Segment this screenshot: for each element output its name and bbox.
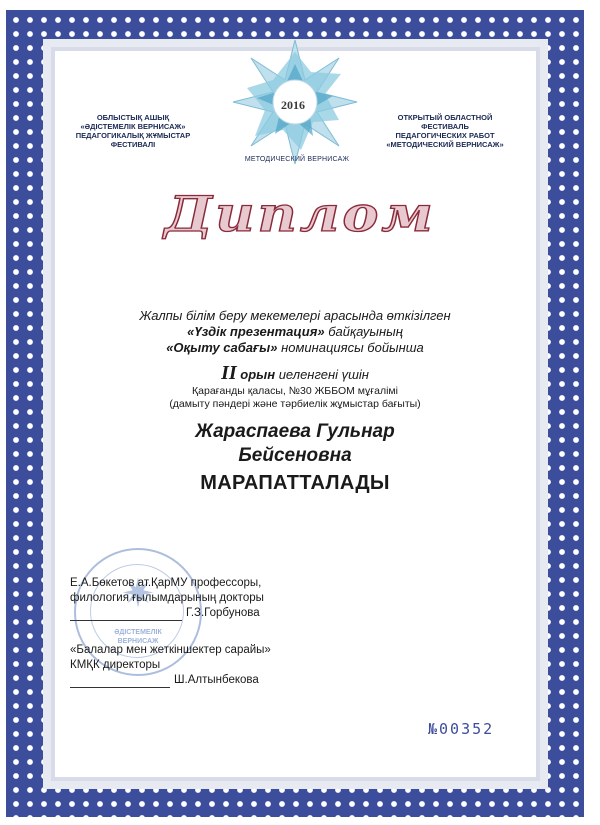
signature-block-1	[70, 576, 410, 621]
contest-name-line	[60, 324, 530, 340]
header-left-line: ПЕДАГОГИКАЛЫҚ ЖҰМЫСТАР	[75, 131, 191, 140]
header-left-line: ФЕСТИВАЛІ	[110, 140, 156, 149]
place-word: орын	[236, 367, 276, 382]
header-right-line: «МЕТОДИЧЕСКИЙ ВЕРНИСАЖ»	[386, 140, 504, 149]
header-right-line: ПЕДАГОГИЧЕСКИХ РАБОТ	[395, 131, 495, 140]
contest-name: «Үздік презентация»	[187, 324, 325, 339]
serial-number: №00352	[428, 720, 495, 738]
signer-1-name: Г.З.Горбунова	[186, 607, 260, 619]
header-right-russian	[380, 113, 510, 149]
recipient-surname-name: Жараспаева Гульнар	[195, 421, 395, 442]
place-suffix: иеленгені үшін	[275, 367, 369, 382]
organization-direction-line: (дамыту пәндері және тәрбиелік жұмыстар бағыты)	[169, 398, 421, 410]
signer-2-organization: «Балалар мен жеткіншектер сарайы»	[70, 644, 271, 656]
contest-name-suffix: байқауының	[324, 324, 403, 339]
nomination-suffix: номинациясы бойынша	[277, 340, 424, 355]
header-right-line: ОТКРЫТЫЙ ОБЛАСТНОЙ	[397, 113, 493, 122]
signer-2-position: КМҚК директоры	[70, 659, 161, 671]
contest-intro-line: Жалпы білім беру мекемелері арасында өткізілген	[139, 308, 451, 323]
header-left-line: ОБЛЫСТЫҚ АШЫҚ	[96, 113, 170, 122]
seal-star-icon: ✷	[121, 572, 155, 616]
signature-line	[70, 677, 170, 688]
signature-line	[70, 610, 182, 621]
logo-caption: МЕТОДИЧЕСКИЙ ВЕРНИСАЖ	[244, 156, 350, 163]
signer-1-title: Е.А.Бөкетов ат.ҚарМУ профессоры,	[70, 577, 262, 589]
signer-2-name: Ш.Алтынбекова	[174, 674, 259, 686]
place-number: II	[221, 362, 237, 384]
signer-1-row	[70, 606, 410, 621]
award-word: МАРАПАТТАЛАДЫ	[200, 472, 390, 494]
nomination-line	[60, 340, 530, 356]
diploma-body	[60, 308, 530, 497]
signer-2-row	[70, 673, 410, 688]
header-left-kazakh	[58, 113, 208, 149]
recipient-patronymic: Бейсеновна	[238, 445, 352, 466]
header-right-line: ФЕСТИВАЛЬ	[421, 122, 469, 131]
signature-block-2	[70, 643, 410, 688]
diploma-title: Диплом	[164, 185, 436, 243]
nomination-name: «Оқыту сабағы»	[166, 340, 278, 355]
logo-year: 2016	[281, 98, 305, 112]
organization-line: Қарағанды қаласы, №30 ЖББОМ мұғалімі	[192, 385, 398, 397]
place-line	[60, 362, 530, 385]
signer-1-degree: филология ғылымдарының докторы	[70, 592, 264, 604]
header-left-line: «ӘДІСТЕМЕЛІК ВЕРНИСАЖ»	[80, 122, 186, 131]
seal-text: ӘДІСТЕМЕЛІК ВЕРНИСАЖ	[114, 629, 162, 645]
